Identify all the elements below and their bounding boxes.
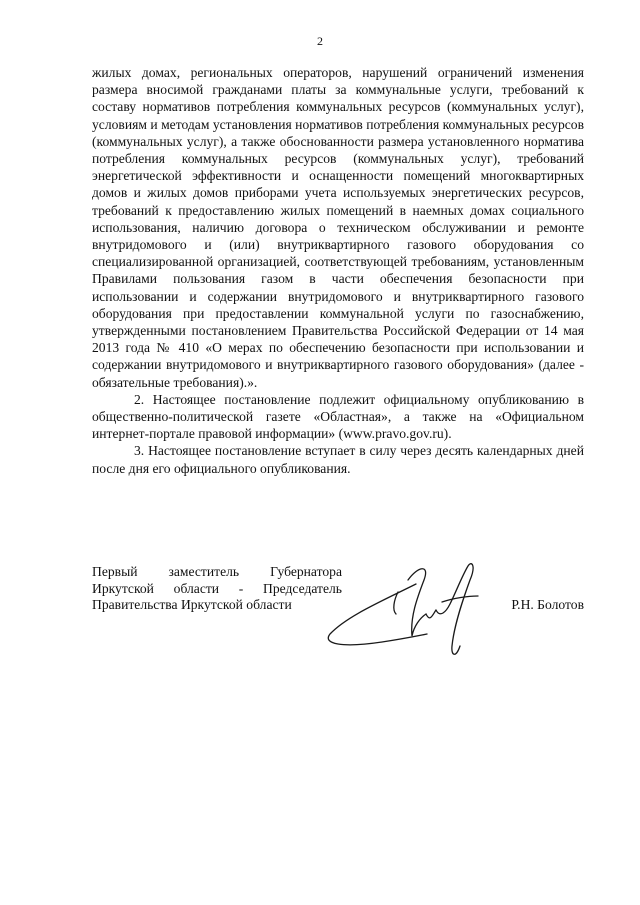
paragraph-publication: 2. Настоящее постановление подлежит официальному опубликованию в общественно-политической газете «Областная», а также на «Официальном интернет-портале правовой информации» (www.pravo.gov.ru). (92, 391, 584, 442)
signer-title (92, 564, 342, 614)
paragraph-effective-date: 3. Настоящее постановление вступает в силу через десять календарных дней после дня его официального опубликования. (92, 443, 584, 476)
signer-title-line: Правительства Иркутской области (92, 597, 292, 612)
paragraph-continuation: жилых домах, региональных операторов, нарушений ограничений изменения размера вносимой гражданами платы за коммунальные услуги, требований к составу нормативов потребления коммунальных ресурсов (коммунальных услуг), условиям и методам установления нормативов потребления коммунальных ресурсов (коммунальных услуг), а также обоснованности размера установленного норматива потребления коммунальных ресурсов (коммунальных услуг), требований энергетической эффективности и оснащенности помещений многоквартирных домов и жилых домов приборами учета используемых энергетических ресурсов, требований к предоставлению жилых помещений в наемных домах социального использования, наличию договора о техническом обслуживании и ремонте внутридомового и (или) внутриквартирного газового оборудования со специализированной организацией, соответствующей требованиям, установленным Правилами пользования газом в части обеспечения безопасности при использовании и содержании внутридомового и внутриквартирного газового оборудования при предоставлении коммунальной услуги по газоснабжению, утвержденными постановлением Правительства Российской Федерации от 14 мая 2013 года № 410 «О мерах по обеспечению безопасности при использовании и содержании внутридомового и внутриквартирного газового оборудования» (далее - обязательные требования).». (92, 65, 584, 390)
signature-block (92, 564, 584, 664)
signer-name: Р.Н. Болотов (511, 597, 584, 612)
signer-title-line: Первый заместитель Губернатора (92, 564, 342, 579)
signer-title-line: Иркутской области - Председатель (92, 580, 342, 596)
page-number: 2 (317, 34, 323, 48)
document-body (92, 64, 584, 477)
handwritten-signature (322, 556, 512, 666)
